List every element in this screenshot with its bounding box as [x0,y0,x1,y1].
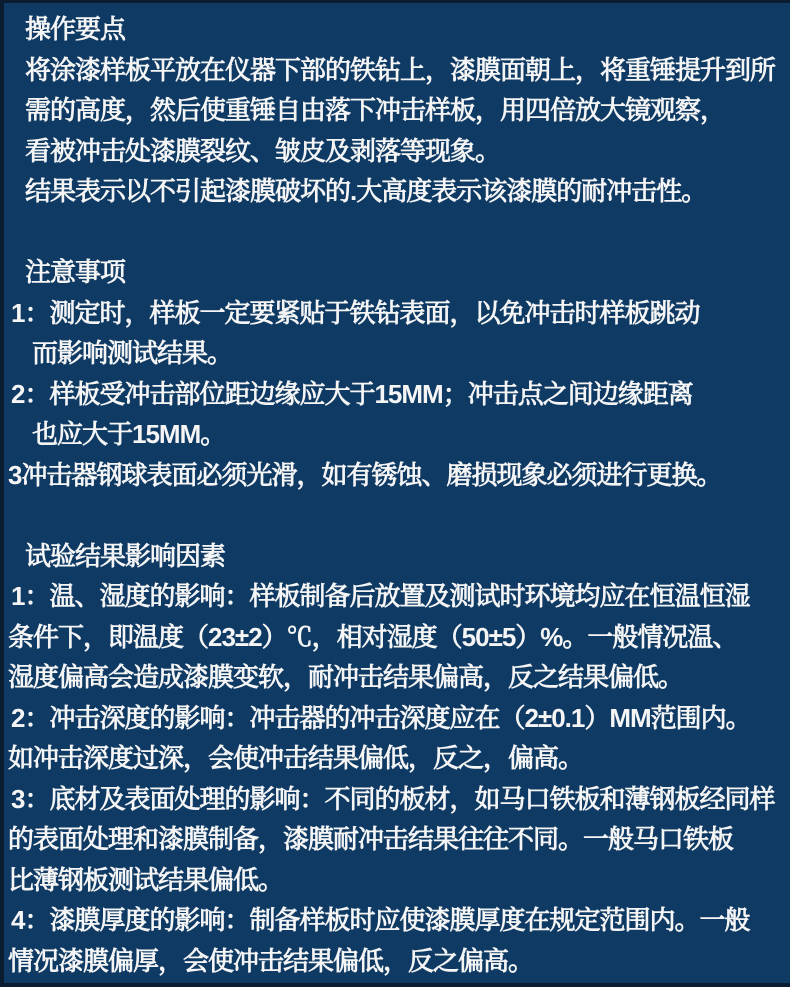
text-line: 2：冲击深度的影响：冲击器的冲击深度应在（2±0.1）MM范围内。 [11,702,751,733]
text-line: 3冲击器钢球表面必须光滑，如有锈蚀、磨损现象必须进行更换。 [8,459,722,490]
text-line: 而影响测试结果。 [32,338,233,368]
text-line: 1：测定时，样板一定要紧贴于铁钻表面，以免冲击时样板跳动 [11,297,700,328]
text-line: 的表面处理和漆膜制备，漆膜耐冲击结果往往不同。一般马口铁板 [8,824,734,854]
section-heading: 注意事项 [25,257,126,287]
section-spacer [4,212,790,253]
section-spacer [4,495,790,536]
text-line: 湿度偏高会造成漆膜变软，耐冲击结果偏高，反之结果偏低。 [8,662,684,692]
text-line: 比薄钢板测试结果偏低。 [8,864,284,895]
text-line: 看被冲击处漆膜裂纹、皱皮及剥落等现象。 [25,135,501,166]
text-line: 需的高度，然后使重锤自由落下冲击样板，用四倍放大镜观察， [25,95,726,125]
section-heading: 试验结果影响因素 [25,540,226,571]
text-line: 也应大于15MM。 [32,419,226,449]
text-line: 条件下，即温度（23±2）℃，相对湿度（50±5）%。一般情况温、 [8,621,738,652]
text-line: 3：底材及表面处理的影响：不同的板材，如马口铁板和薄钢板经同样 [11,783,775,814]
text-line: 如冲击深度过深，会使冲击结果偏低，反之，偏高。 [8,743,584,773]
text-line: 1：温、湿度的影响：样板制备后放置及测试时环境均应在恒温恒湿 [11,581,750,611]
section-heading: 操作要点 [25,14,126,44]
document-body [4,3,790,981]
text-line: 4：漆膜厚度的影响：制备样板时应使漆膜厚度在规定范围内。一般 [11,905,750,935]
text-line: 2：样板受冲击部位距边缘应大于15MM；冲击点之间边缘距离 [11,378,693,409]
text-line: 将涂漆样板平放在仪器下部的铁钻上，漆膜面朝上，将重锤提升到所 [25,54,776,85]
text-line: 情况漆膜偏厚，会使冲击结果偏低，反之偏高。 [8,945,534,976]
text-line: 结果表示以不引起漆膜破坏的.大高度表示该漆膜的耐冲击性。 [25,176,707,206]
